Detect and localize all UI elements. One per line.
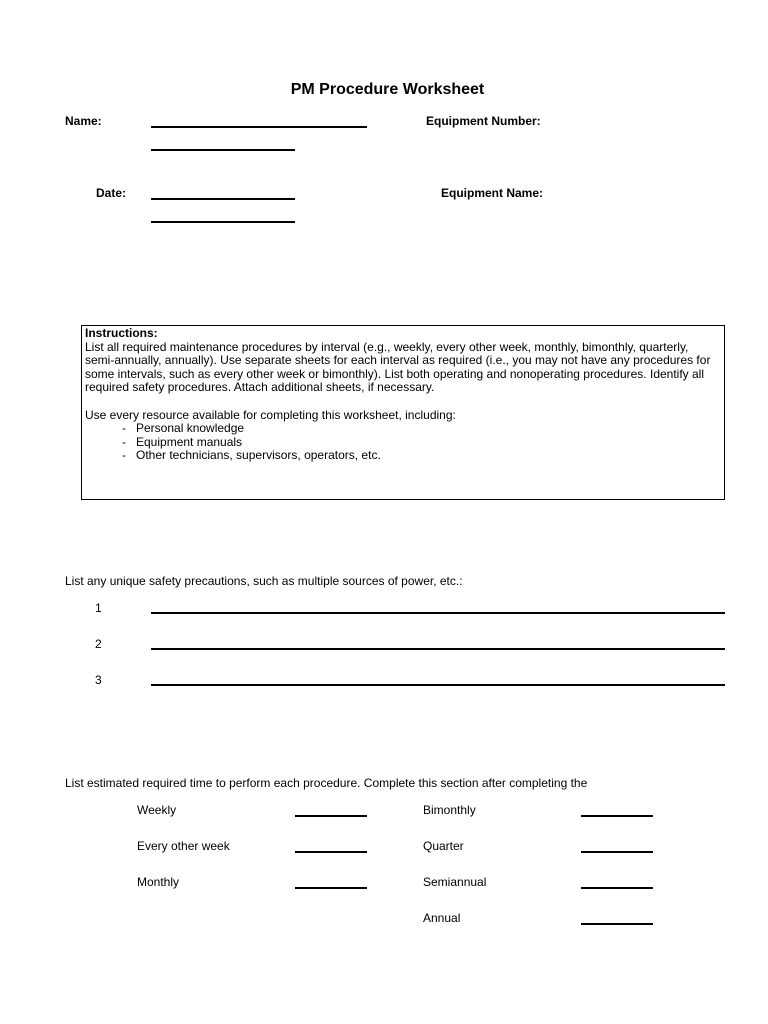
interval-label-monthly: Monthly xyxy=(137,875,180,889)
equipment-name-label: Equipment Name: xyxy=(441,186,544,200)
instructions-heading: Instructions: xyxy=(85,326,158,340)
interval-time-line[interactable] xyxy=(295,815,367,817)
interval-time-line[interactable] xyxy=(581,923,653,925)
interval-label-bimonthly: Bimonthly xyxy=(423,803,476,817)
date-field-line-2[interactable] xyxy=(151,221,295,223)
resource-item: - Personal knowledge xyxy=(122,421,245,436)
instructions-box xyxy=(81,325,725,500)
interval-time-line[interactable] xyxy=(581,815,653,817)
name-label: Name: xyxy=(65,114,102,128)
safety-item-number: 2 xyxy=(95,637,102,651)
equipment-number-label: Equipment Number: xyxy=(426,114,541,128)
page-title: PM Procedure Worksheet xyxy=(290,81,485,98)
resources-intro: Use every resource available for completing this worksheet, including: xyxy=(85,407,456,422)
instructions-paragraph: List all required maintenance procedures by interval (e.g., weekly, every other week, monthly, bimonthly, quarterly, semi-annually, annually). Use separate sheets for each interval as required (i.e., you may not have any procedures for some intervals, such as every other week or bimonthly). List both operating and nonoperating procedures. Identify all required safety procedures. Attach additional sheets, if necessary. xyxy=(85,339,711,395)
interval-label-every-other-week: Every other week xyxy=(137,839,230,853)
interval-time-line[interactable] xyxy=(581,851,653,853)
safety-item-line[interactable] xyxy=(151,612,725,614)
safety-prompt: List any unique safety precautions, such as multiple sources of power, etc.: xyxy=(65,574,463,588)
safety-item-number: 3 xyxy=(95,673,102,687)
interval-label-weekly: Weekly xyxy=(137,803,177,817)
safety-item-number: 1 xyxy=(95,601,102,615)
safety-item-line[interactable] xyxy=(151,648,725,650)
interval-time-line[interactable] xyxy=(295,851,367,853)
resource-item: - Other technicians, supervisors, operators, etc. xyxy=(122,448,381,463)
interval-time-line[interactable] xyxy=(581,887,653,889)
interval-label-annual: Annual xyxy=(423,911,461,925)
name-field-line[interactable] xyxy=(151,126,367,128)
interval-label-semiannual: Semiannual xyxy=(423,875,487,889)
resource-item: - Equipment manuals xyxy=(122,434,243,449)
safety-item-line[interactable] xyxy=(151,684,725,686)
time-estimates-prompt: List estimated required time to perform each procedure. Complete this section after completing the xyxy=(65,776,588,790)
date-label: Date: xyxy=(96,186,127,200)
date-field-line[interactable] xyxy=(151,198,295,200)
interval-label-quarter: Quarter xyxy=(423,839,464,853)
interval-time-line[interactable] xyxy=(295,887,367,889)
name-field-line-2[interactable] xyxy=(151,149,295,151)
